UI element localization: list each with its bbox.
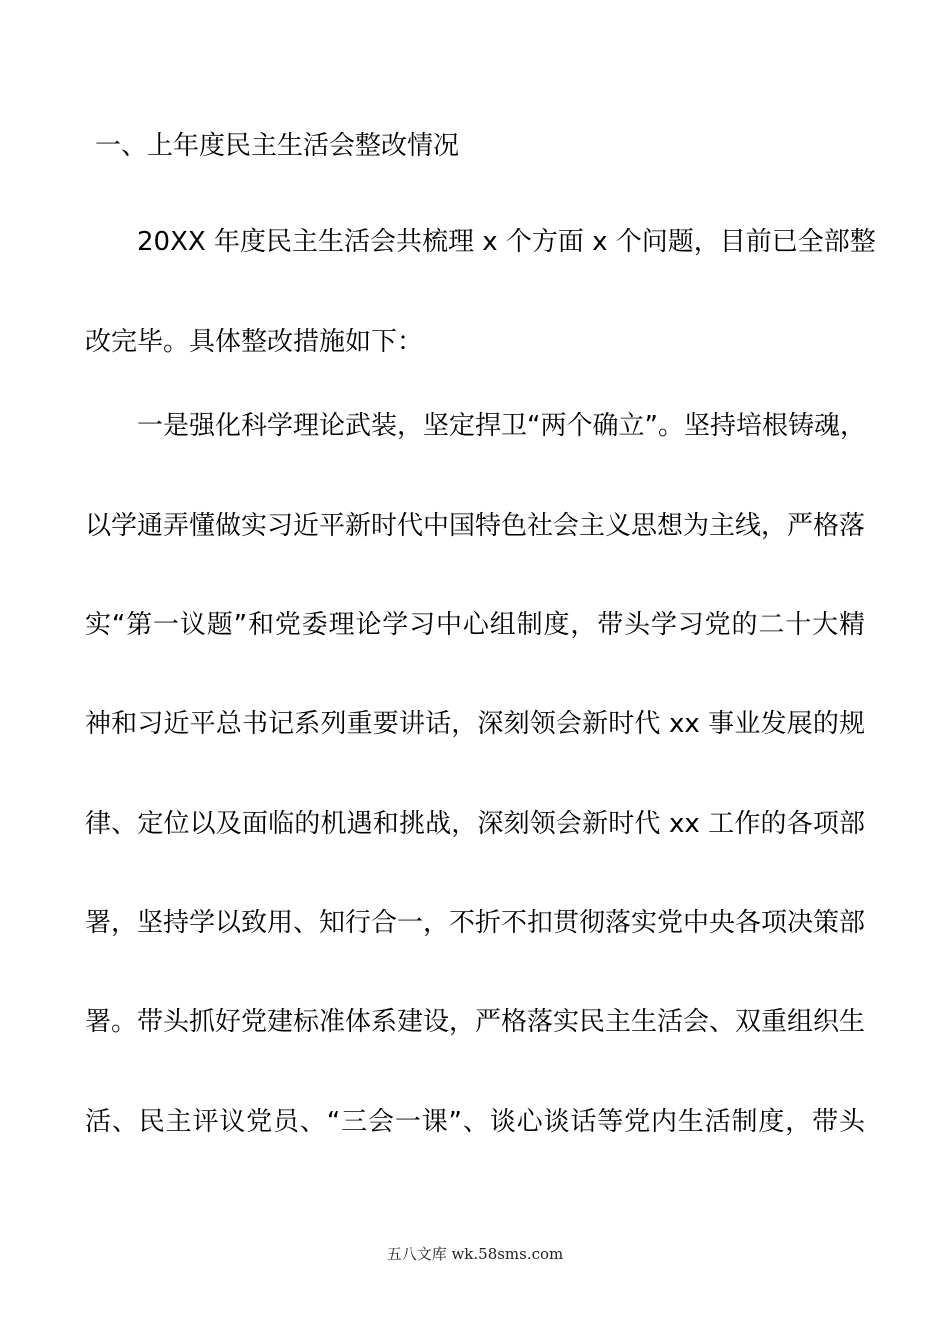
paragraph-line: 一是强化科学理论武装，坚定捍卫“两个确立”。坚持培根铸魂， — [137, 411, 866, 441]
paragraph-line: 以学通弄懂做实习近平新时代中国特色社会主义思想为主线，严格落 — [85, 511, 866, 541]
paragraph-line: 实“第一议题”和党委理论学习中心组制度，带头学习党的二十大精 — [85, 610, 865, 640]
paragraph-line: 20XX 年度民主生活会共梳理 x 个方面 x 个问题，目前已全部整 — [137, 227, 876, 257]
paragraph-line: 改完毕。具体整改措施如下： — [85, 327, 424, 357]
paragraph-line: 律、定位以及面临的机遇和挑战，深刻领会新时代 xx 工作的各项部 — [85, 809, 865, 839]
section-heading: 一、上年度民主生活会整改情况 — [95, 131, 460, 161]
paragraph-line: 神和习近平总书记系列重要讲话，深刻领会新时代 xx 事业发展的规 — [85, 709, 865, 739]
paragraph-line: 署，坚持学以致用、知行合一，不折不扣贯彻落实党中央各项决策部 — [85, 908, 866, 938]
paragraph-line: 署。带头抓好党建标准体系建设，严格落实民主生活会、双重组织生 — [85, 1007, 866, 1037]
footer-watermark: 五八文库 wk.58sms.com — [386, 1245, 564, 1263]
paragraph-line: 活、民主评议党员、“三会一课”、谈心谈话等党内生活制度，带头 — [85, 1107, 865, 1137]
